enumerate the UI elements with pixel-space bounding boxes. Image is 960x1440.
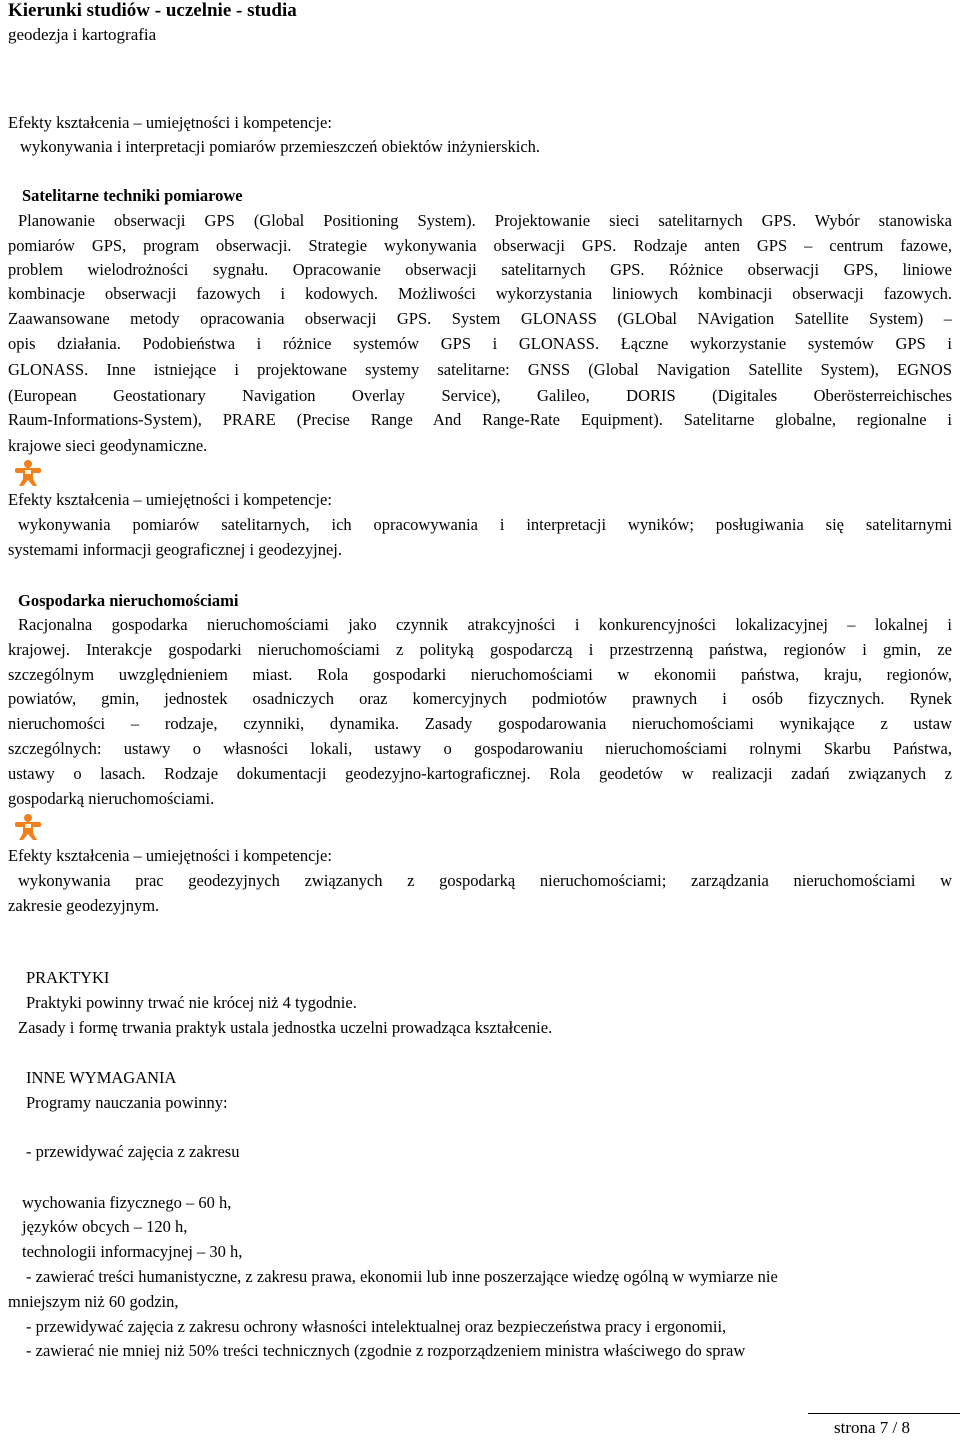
page-subtitle: geodezja i kartografia bbox=[8, 25, 157, 44]
list-subitem: technologii informacyjnej – 30 h, bbox=[22, 1242, 243, 1261]
paragraph-line: (European Geostationary Navigation Overlay Service), Galileo, DORIS (Digitales Oberösterreichisches bbox=[8, 386, 952, 405]
effects-label: Efekty kształcenia – umiejętności i kompetencje: bbox=[8, 490, 332, 509]
effects-label: Efekty kształcenia – umiejętności i kompetencje: bbox=[8, 113, 332, 132]
paragraph-line: Racjonalna gospodarka nieruchomościami jako czynnik atrakcyjności i konkurencyjności lokalizacyjnej – lokalnej i bbox=[18, 615, 952, 634]
page-number: strona 7 / 8 bbox=[834, 1418, 911, 1437]
paragraph-line: powiatów, gmin, jednostek osadniczych oraz komercyjnych podmiotów prawnych i osób fizycznych. Rynek bbox=[8, 689, 952, 708]
section-title-satellite: Satelitarne techniki pomiarowe bbox=[22, 186, 243, 205]
paragraph-line: gospodarką nieruchomościami. bbox=[8, 789, 215, 808]
practice-line: Praktyki powinny trwać nie krócej niż 4 tygodnie. bbox=[26, 993, 357, 1012]
list-item: - zawierać nie mniej niż 50% treści technicznych (zgodnie z rozporządzeniem ministra właściwego do spraw bbox=[26, 1341, 746, 1360]
practice-heading: PRAKTYKI bbox=[26, 968, 110, 987]
list-subitem: wychowania fizycznego – 60 h, bbox=[22, 1193, 232, 1212]
paragraph-line: krajowe sieci geodynamiczne. bbox=[8, 436, 208, 455]
other-heading: INNE WYMAGANIA bbox=[26, 1068, 177, 1087]
practice-line: Zasady i formę trwania praktyk ustala jednostka uczelni prowadząca kształcenie. bbox=[18, 1018, 553, 1037]
list-item: - przewidywać zajęcia z zakresu ochrony własności intelektualnej oraz bezpieczeństwa pracy i ergonomii, bbox=[26, 1317, 727, 1336]
list-subitem: języków obcych – 120 h, bbox=[22, 1217, 188, 1236]
page-title: Kierunki studiów - uczelnie - studia bbox=[8, 0, 297, 21]
paragraph-line: ustawy o lasach. Rodzaje dokumentacji geodezyjno-kartograficznej. Rola geodetów w realizacji zadań związanych z bbox=[8, 764, 952, 783]
paragraph-line: Zaawansowane metody opracowania obserwacji GPS. System GLONASS (GLObal NAvigation Satellite System) – bbox=[8, 309, 952, 328]
list-item: - przewidywać zajęcia z zakresu bbox=[26, 1142, 240, 1161]
effects-text: systemami informacji geograficznej i geodezyjnej. bbox=[8, 540, 342, 559]
paragraph-line: krajowej. Interakcje gospodarki nieruchomościami z polityką gospodarczą i przestrzenną państwa, regionów i gmin, ze bbox=[8, 640, 952, 659]
paragraph-line: Raum-Informations-System), PRARE (Precise Range And Range-Rate Equipment). Satelitarne globalne, regionalne i bbox=[8, 410, 952, 429]
effects-label: Efekty kształcenia – umiejętności i kompetencje: bbox=[8, 846, 332, 865]
effects-text: wykonywania pomiarów satelitarnych, ich opracowywania i interpretacji wyników; posługiwania się satelitarnymi bbox=[18, 515, 952, 534]
effects-text: wykonywania i interpretacji pomiarów przemieszczeń obiektów inżynierskich. bbox=[20, 137, 541, 156]
effects-text: zakresie geodezyjnym. bbox=[8, 896, 160, 915]
footer-divider bbox=[808, 1413, 960, 1414]
paragraph-line: szczególnym uwzględnieniem miast. Rola gospodarki nieruchomościami w ekonomii państwa, kraju, regionów, bbox=[8, 665, 952, 684]
effects-text: wykonywania prac geodezyjnych związanych z gospodarką nieruchomościami; zarządzania nieruchomościami w bbox=[18, 871, 952, 890]
paragraph-line: kombinacje obserwacji fazowych i kodowych. Możliwości wykorzystania liniowych kombinacji obserwacji fazowych. bbox=[8, 284, 952, 303]
paragraph-line: GLONASS. Inne istniejące i projektowane systemy satelitarne: GNSS (Global Navigation Satellite System), EGNOS bbox=[8, 360, 952, 379]
other-intro: Programy nauczania powinny: bbox=[26, 1093, 228, 1112]
paragraph-line: pomiarów GPS, program obserwacji. Strategie wykonywania obserwacji GPS. Rodzaje anten GPS – centrum fazowe, bbox=[8, 236, 952, 255]
paragraph-line: opis działania. Podobieństwa i różnice systemów GPS i GLONASS. Łączne wykorzystanie systemów GPS i bbox=[8, 334, 952, 353]
section-title-realestate: Gospodarka nieruchomościami bbox=[18, 591, 239, 610]
paragraph-line: szczególnych: ustawy o własności lokali, ustawy o gospodarowaniu nieruchomościami rolnymi Skarbu Państwa, bbox=[8, 739, 952, 758]
paragraph-line: Planowanie obserwacji GPS (Global Positioning System). Projektowanie sieci satelitarnych GPS. Wybór stanowiska bbox=[18, 211, 952, 230]
paragraph-line: problem wielodrożności sygnału. Opracowanie obserwacji satelitarnych GPS. Różnice obserwacji GPS, liniowe bbox=[8, 260, 952, 279]
mascot-icon bbox=[12, 813, 44, 841]
paragraph-line: nieruchomości – rodzaje, czynniki, dynamika. Zasady gospodarowania nieruchomościami wynikające z ustaw bbox=[8, 714, 952, 733]
list-item-continuation: mniejszym niż 60 godzin, bbox=[8, 1292, 179, 1311]
mascot-icon bbox=[12, 459, 44, 487]
list-item: - zawierać treści humanistyczne, z zakresu prawa, ekonomii lub inne poszerzające wiedzę ogólną w wymiarze nie bbox=[26, 1267, 778, 1286]
